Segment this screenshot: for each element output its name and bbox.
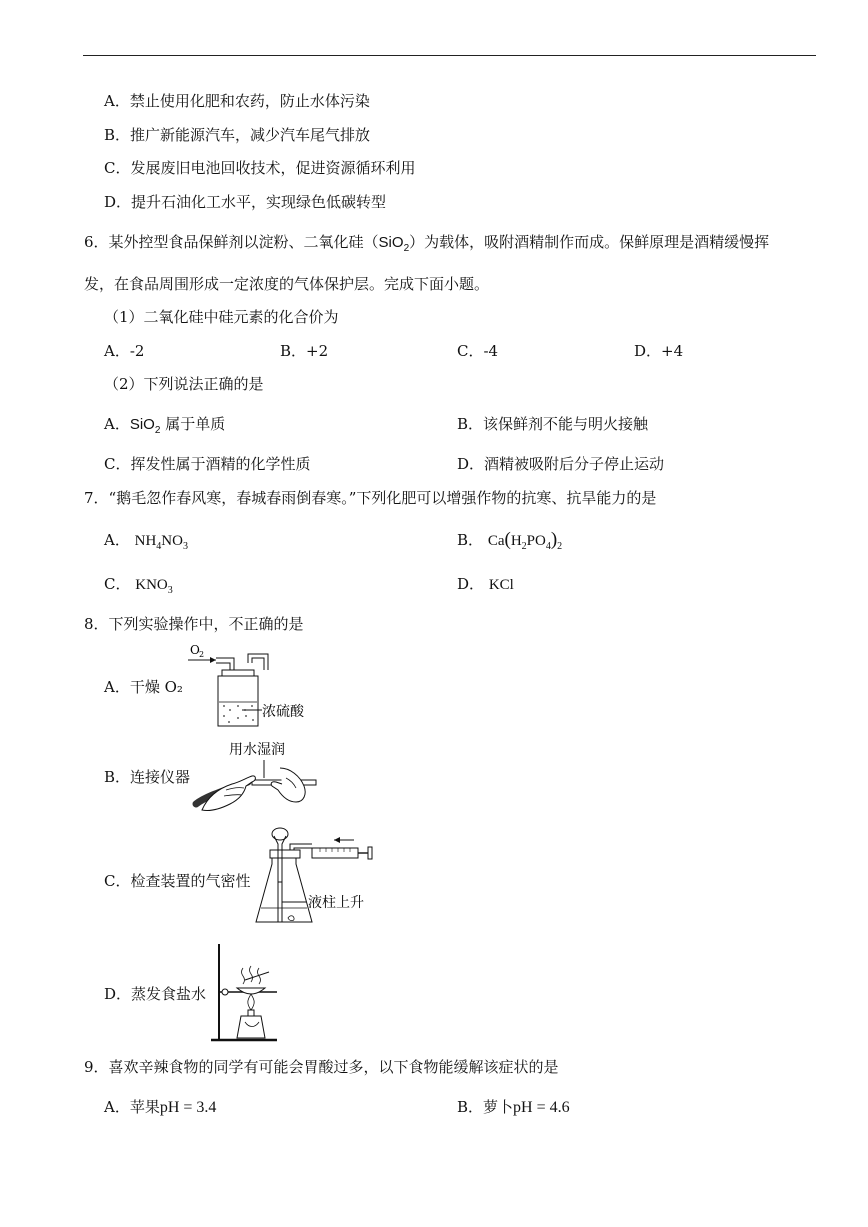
q6-stem-line2: 发，在食品周围形成一定浓度的气体保护层。完成下面小题。 bbox=[84, 275, 490, 293]
q8-option-a[interactable]: A．干燥 O₂ bbox=[104, 678, 183, 696]
q6-sub2-option-a[interactable]: A．SiO$_2$ 属于单质 bbox=[104, 415, 226, 436]
q6-sub2-option-c[interactable]: C．挥发性属于酒精的化学性质 bbox=[104, 455, 311, 473]
fig-connecting-apparatus bbox=[186, 738, 326, 814]
o2-subscript: 2 bbox=[199, 650, 205, 659]
fig-evaporation bbox=[205, 940, 285, 1044]
q7-option-c[interactable]: C． $KNO_3$ bbox=[104, 575, 173, 596]
q5-option-d[interactable]: D．提升石油化工水平，实现绿色低碳转型 bbox=[104, 193, 387, 211]
q6-stem-line1: 6．某外控型食品保鲜剂以淀粉、二氧化硅（SiO$_2$）为载体，吸附酒精制作而成。保鲜原理是酒精缓慢挥 bbox=[84, 233, 770, 254]
q7-stem: 7．“鹅毛忽作春风寒，春城春雨倒春寒。”下列化肥可以增强作物的抗寒、抗旱能力的是 bbox=[84, 489, 657, 507]
q5-option-b[interactable]: B．推广新能源汽车，减少汽车尾气排放 bbox=[104, 126, 371, 144]
q6-sub1-prompt: （1）二氧化硅中硅元素的化合价为 bbox=[104, 308, 339, 326]
liquid-rises-label: 液柱上升 bbox=[308, 895, 364, 911]
o2-label: O bbox=[190, 643, 200, 657]
q6-sub1-option-c[interactable]: C．-4 bbox=[457, 342, 499, 360]
q6-sub2-option-b[interactable]: B．该保鲜剂不能与明火接触 bbox=[457, 415, 649, 433]
wet-with-water-label: 用水湿润 bbox=[229, 742, 285, 758]
q8-option-d[interactable]: D．蒸发食盐水 bbox=[104, 985, 207, 1003]
conc-sulfuric-acid-label: 浓硫酸 bbox=[262, 704, 304, 720]
q8-stem: 8．下列实验操作中，不正确的是 bbox=[84, 615, 304, 633]
q6-sub2-option-d[interactable]: D．酒精被吸附后分子停止运动 bbox=[457, 455, 665, 473]
sio2-formula: SiO$_2$ bbox=[378, 234, 410, 254]
q8-option-c[interactable]: C．检查装置的气密性 bbox=[104, 872, 251, 890]
q7-option-b[interactable]: B． $Ca(H_2PO_4)_2$ bbox=[457, 529, 563, 552]
q9-stem: 9．喜欢辛辣食物的同学有可能会胃酸过多，以下食物能缓解该症状的是 bbox=[84, 1058, 559, 1076]
header-rule bbox=[83, 55, 816, 56]
fig-airtightness-check bbox=[250, 826, 390, 934]
q9-option-b[interactable]: B．萝卜pH = 4.6 bbox=[457, 1098, 570, 1116]
q7-option-d[interactable]: D． KCl bbox=[457, 575, 514, 593]
q7-option-a[interactable]: A． $NH_4NO_3$ bbox=[104, 531, 188, 552]
q9-option-a[interactable]: A．苹果pH = 3.4 bbox=[104, 1098, 217, 1116]
q6-sub2-prompt: （2）下列说法正确的是 bbox=[104, 375, 264, 393]
q5-option-a[interactable]: A．禁止使用化肥和农药，防止水体污染 bbox=[104, 92, 370, 110]
q6-sub1-option-b[interactable]: B．+2 bbox=[280, 342, 329, 360]
q6-sub1-option-d[interactable]: D．+4 bbox=[634, 342, 684, 360]
fig-gas-drying-bottle bbox=[182, 640, 322, 732]
q6-sub1-option-a[interactable]: A．-2 bbox=[104, 342, 145, 360]
q5-option-c[interactable]: C．发展废旧电池回收技术，促进资源循环利用 bbox=[104, 159, 416, 177]
q8-option-b[interactable]: B．连接仪器 bbox=[104, 768, 191, 786]
